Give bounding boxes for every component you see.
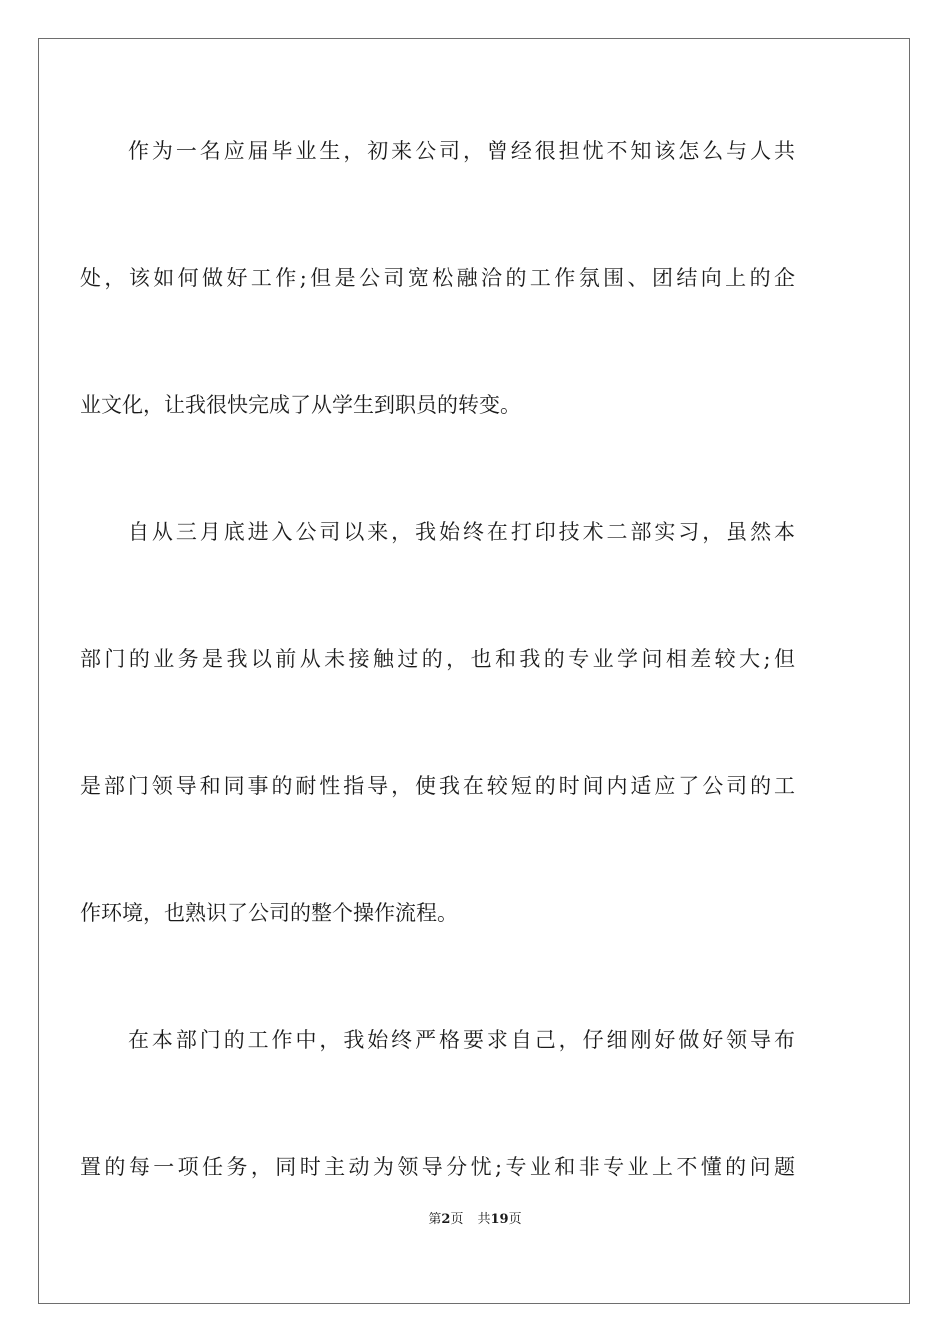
current-page-number: 2 <box>441 1212 451 1227</box>
total-prefix: 共 <box>477 1212 491 1227</box>
page-footer <box>0 1208 950 1227</box>
page-suffix: 页 <box>450 1212 464 1227</box>
total-suffix: 页 <box>508 1212 522 1227</box>
paragraph-3-line-1: 在本部门的工作中，我始终严格要求自己，仔细刚好做好领导布 <box>128 1028 795 1052</box>
paragraph-1-line-1: 作为一名应届毕业生，初来公司，曾经很担忧不知该怎么与人共 <box>128 139 795 163</box>
page-prefix: 第 <box>428 1212 442 1227</box>
paragraph-2-line-1: 自从三月底进入公司以来，我始终在打印技术二部实习，虽然本 <box>128 520 795 544</box>
paragraph-2-line-3: 是部门领导和同事的耐性指导，使我在较短的时间内适应了公司的工 <box>80 774 795 798</box>
total-page-count: 19 <box>490 1212 509 1227</box>
document-body <box>80 88 795 1231</box>
paragraph-2-line-4: 作环境，也熟识了公司的整个操作流程。 <box>80 901 458 925</box>
paragraph-3-line-2: 置的每一项任务，同时主动为领导分忧;专业和非专业上不懂的问题 <box>80 1155 795 1179</box>
paragraph-2-line-2: 部门的业务是我以前从未接触过的，也和我的专业学问相差较大;但 <box>80 647 795 671</box>
paragraph-1-line-2: 处，该如何做好工作;但是公司宽松融洽的工作氛围、团结向上的企 <box>80 266 795 290</box>
paragraph-1-line-3: 业文化，让我很快完成了从学生到职员的转变。 <box>80 393 521 417</box>
